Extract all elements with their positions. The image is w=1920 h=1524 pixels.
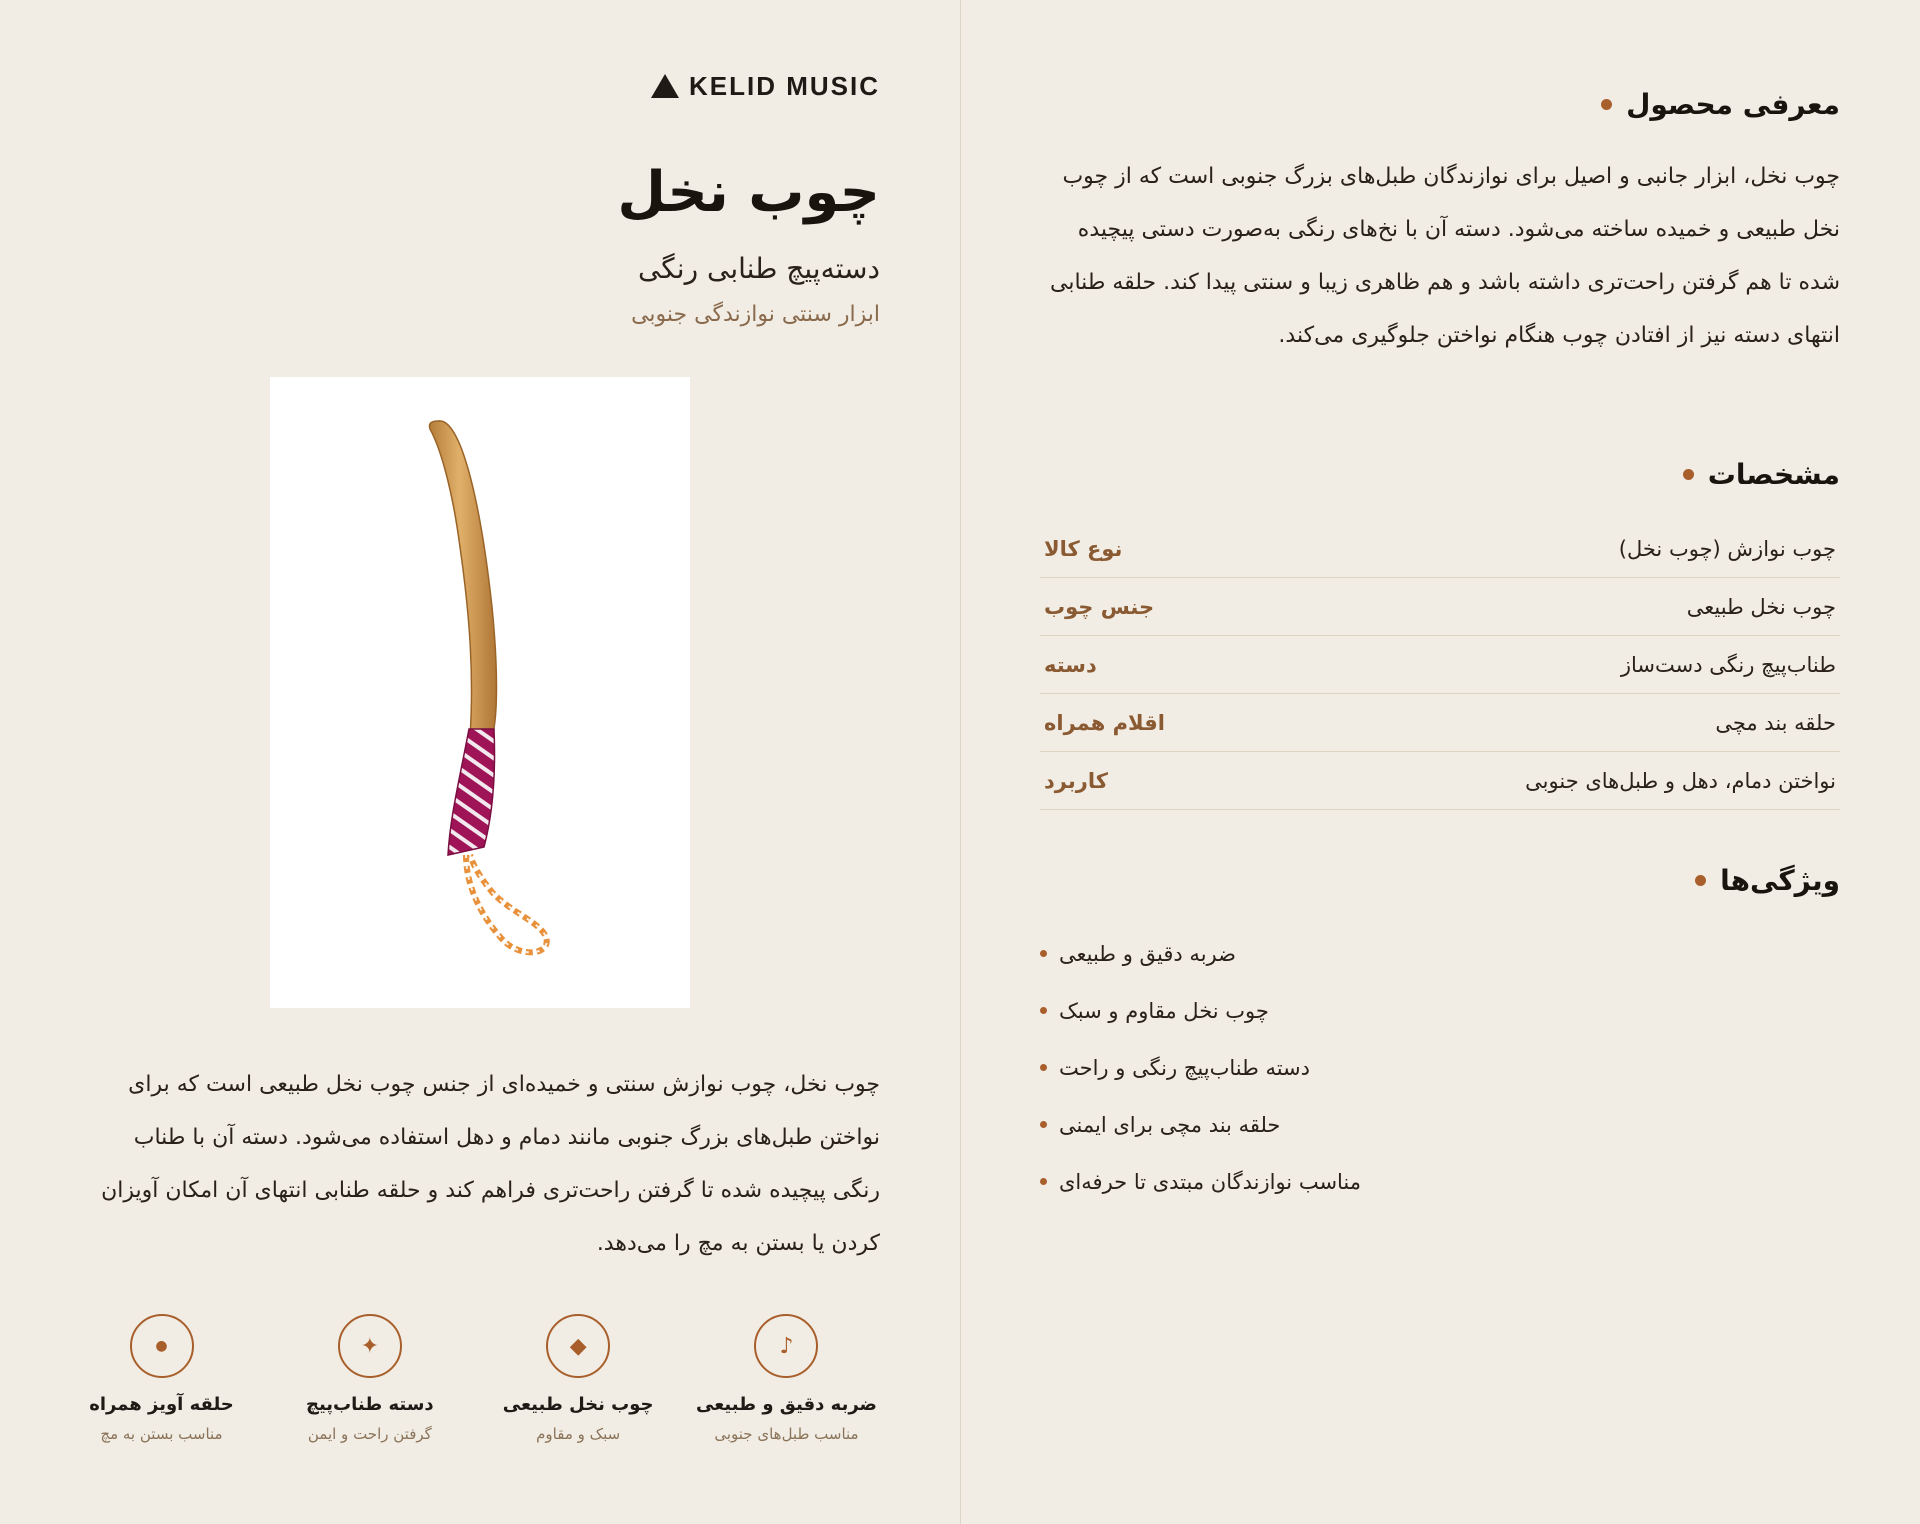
properties-heading [1695,864,1840,897]
product-subtitle: دسته‌پیچ طنابی رنگی [637,252,880,285]
music-note-icon: ♪ [754,1314,818,1378]
list-item-text: مناسب نوازندگان مبتدی تا حرفه‌ای [1059,1169,1362,1194]
feature-badge [64,1314,259,1464]
feature-badges [64,1314,884,1464]
bullet-dot-icon [1040,1064,1047,1071]
product-tagline: ابزار سنتی نوازندگی جنوبی [631,302,880,327]
spec-key: دسته [1044,652,1097,677]
properties-list [1040,925,1840,1210]
bullet-dot-icon [1683,469,1694,480]
feature-badge [272,1314,467,1464]
feature-title: چوب نخل طبیعی [502,1394,654,1415]
list-item [1040,1039,1840,1096]
feature-subtitle: گرفتن راحت و ایمن [307,1425,432,1443]
bullet-dot-icon [1040,1007,1047,1014]
table-row [1040,578,1840,636]
properties-heading-text: ویژگی‌ها [1720,864,1840,897]
spec-value: نواختن دمام، دهل و طبل‌های جنوبی [1525,768,1836,793]
list-item-text: حلقه بند مچی برای ایمنی [1059,1112,1281,1137]
intro-text: چوب نخل، ابزار جانبی و اصیل برای نوازندگان طبل‌های بزرگ جنوبی است که از چوب نخل طبیعی و خمیده ساخته می‌شود. دسته آن با نخ‌های رنگی به‌صورت دستی پیچیده شده تا هم گرفتن راحت‌تری داشته باشد و هم ظاهری زیبا و سنتی پیدا کند. حلقه طنابی انتهای دسته نیز از افتادن چوب هنگام نواختن جلوگیری می‌کند. [1050,164,1840,348]
panel-divider [960,0,961,1524]
specs-heading [1683,458,1840,491]
bullet-dot-icon [1040,1121,1047,1128]
spec-value: چوب نوازش (چوب نخل) [1618,536,1836,561]
list-item-text: ضربه دقیق و طبیعی [1059,941,1236,966]
sparkle-icon: ✦ [338,1314,402,1378]
list-item [1040,1096,1840,1153]
brand-logo[interactable] [651,70,880,102]
spec-key: جنس چوب [1044,594,1155,619]
spec-value: چوب نخل طبیعی [1686,594,1836,619]
intro-heading [1601,88,1840,121]
list-item [1040,925,1840,982]
dot-icon: ● [130,1314,194,1378]
spec-value: طناب‌پیچ رنگی دست‌ساز [1620,652,1836,677]
bullet-dot-icon [1040,1178,1047,1185]
brand-name: KELID MUSIC [689,70,880,101]
feature-title: ضربه دقیق و طبیعی [696,1394,877,1415]
feature-subtitle: مناسب طبل‌های جنوبی [714,1425,859,1443]
intro-heading-text: معرفی محصول [1626,88,1840,121]
list-item-text: دسته طناب‌پیچ رنگی و راحت [1059,1055,1311,1080]
bullet-dot-icon [1601,99,1612,110]
spec-key: کاربرد [1044,768,1108,793]
product-image [270,377,690,1008]
list-item [1040,1153,1840,1210]
feature-badge [481,1314,676,1464]
spec-key: اقلام همراه [1044,710,1165,735]
specs-heading-text: مشخصات [1707,458,1840,491]
spec-value: حلقه بند مچی [1715,710,1836,735]
table-row [1040,752,1840,810]
spec-key: نوع کالا [1044,536,1123,561]
specs-table [1040,520,1840,810]
feature-title: دسته طناب‌پیچ [305,1394,434,1415]
feature-title: حلقه آویز همراه [89,1394,234,1415]
triangle-icon [651,74,679,98]
list-item [1040,982,1840,1039]
product-title: چوب نخل [617,160,880,225]
bullet-dot-icon [1695,875,1706,886]
feature-badge [689,1314,884,1464]
table-row [1040,636,1840,694]
list-item-text: چوب نخل مقاوم و سبک [1059,998,1269,1023]
table-row [1040,520,1840,578]
product-description: چوب نخل، چوب نوازش سنتی و خمیده‌ای از جنس چوب نخل طبیعی است که برای نواختن طبل‌های بزرگ جنوبی مانند دمام و دهل استفاده می‌شود. دسته آن با طناب رنگی پیچیده شده تا گرفتن راحت‌تری فراهم کند و حلقه طنابی انتهای آن امکان آویزان کردن یا بستن به مچ را می‌دهد. [101,1072,880,1256]
table-row [1040,694,1840,752]
feature-subtitle: سبک و مقاوم [536,1425,621,1443]
diamond-icon: ◆ [546,1314,610,1378]
bullet-dot-icon [1040,950,1047,957]
feature-subtitle: مناسب بستن به مچ [100,1425,223,1443]
